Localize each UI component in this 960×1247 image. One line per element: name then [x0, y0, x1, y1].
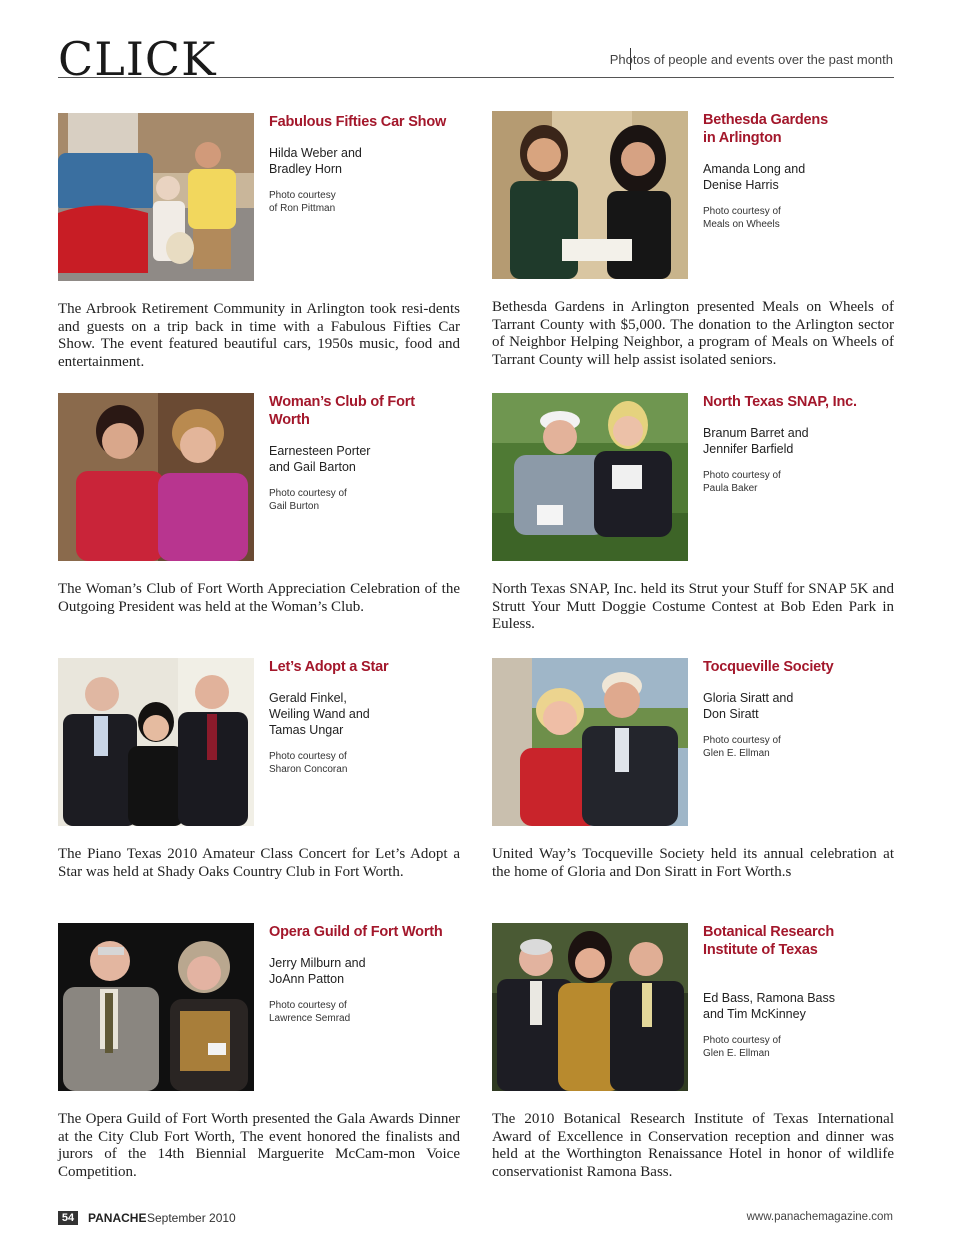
photo-credit: Photo courtesy of Meals on Wheels	[703, 206, 781, 230]
event-photo	[58, 923, 254, 1091]
event-photo	[492, 111, 688, 279]
entry-headline: Botanical Research Institute of Texas	[703, 924, 834, 958]
photo-tocqueville-society	[492, 658, 688, 826]
entry-headline: North Texas SNAP, Inc.	[703, 394, 857, 410]
entry-headline: Bethesda Gardens in Arlington	[703, 112, 828, 146]
magazine-url[interactable]: www.panachemagazine.com	[746, 1211, 893, 1223]
entry-caption: The Opera Guild of Fort Worth presented the Gala Awards Dinner at the City Club Fort Worth, The event honored the finalists and jurors of the 14th Biennial Marguerite McCam-mon Voice Competition.	[58, 1111, 460, 1180]
entry-names: Gloria Siratt and Don Siratt	[703, 691, 794, 721]
entry-caption: The 2010 Botanical Research Institute of Texas International Award of Excellence in Conservation reception and dinner was held at the Worthington Renaissance Hotel in honor of wildlife conservationist Ramona Bass.	[492, 1111, 894, 1180]
entry-caption: The Piano Texas 2010 Amateur Class Concert for Let’s Adopt a Star was held at Shady Oaks Country Club in Fort Worth.	[58, 846, 460, 880]
photo-opera-guild	[58, 923, 254, 1091]
event-photo	[492, 923, 688, 1091]
photo-womans-club	[58, 393, 254, 561]
photo-bethesda-gardens	[492, 111, 688, 279]
entry-headline: Woman’s Club of Fort Worth	[269, 394, 415, 428]
page-number: 54	[58, 1211, 78, 1225]
event-photo	[492, 658, 688, 826]
magazine-name: PANACHE	[88, 1211, 147, 1225]
event-photo	[492, 393, 688, 561]
event-photo	[58, 113, 254, 281]
photo-credit: Photo courtesy of Ron Pittman	[269, 190, 336, 214]
photo-lets-adopt-a-star	[58, 658, 254, 826]
entry-names: Jerry Milburn and JoAnn Patton	[269, 956, 366, 986]
issue-date: September 2010	[147, 1211, 236, 1225]
entry-caption: North Texas SNAP, Inc. held its Strut your Stuff for SNAP 5K and Strutt Your Mutt Doggie Costume Contest at Bob Eden Park in Euless.	[492, 581, 894, 632]
entry-headline: Opera Guild of Fort Worth	[269, 924, 443, 940]
entry-names: Amanda Long and Denise Harris	[703, 162, 806, 192]
entry-caption: The Arbrook Retirement Community in Arlington took resi-dents and guests on a trip back in time with a Fabulous Fifties Car Show. The event featured beautiful cars, 1950s music, food and entertainment.	[58, 301, 460, 370]
photo-credit: Photo courtesy of Gail Burton	[269, 488, 347, 512]
entry-headline: Tocqueville Society	[703, 659, 834, 675]
entry-names: Earnesteen Porter and Gail Barton	[269, 444, 371, 474]
photo-car-show	[58, 113, 254, 281]
entry-caption: United Way’s Tocqueville Society held its annual celebration at the home of Gloria and Don Siratt in Fort Worth.s	[492, 846, 894, 880]
event-photo	[58, 658, 254, 826]
section-title: CLICK	[58, 32, 217, 86]
event-photo	[58, 393, 254, 561]
photo-credit: Photo courtesy of Lawrence Semrad	[269, 1000, 351, 1024]
photo-credit: Photo courtesy of Glen E. Ellman	[703, 1035, 781, 1059]
entry-headline: Fabulous Fifties Car Show	[269, 114, 447, 130]
photo-north-texas-snap	[492, 393, 688, 561]
entry-caption: The Woman’s Club of Fort Worth Appreciation Celebration of the Outgoing President was held at the Woman’s Club.	[58, 581, 460, 615]
entry-names: Branum Barret and Jennifer Barfield	[703, 426, 809, 456]
photo-botanical-research-institute	[492, 923, 688, 1091]
entry-names: Ed Bass, Ramona Bass and Tim McKinney	[703, 991, 836, 1021]
entry-caption: Bethesda Gardens in Arlington presented Meals on Wheels of Tarrant County with $5,000. The donation to the Arlington sector of Neighbor Helping Neighbor, a program of Meals on Wheels of Tarrant County will help assist isolated seniors.	[492, 299, 894, 368]
photo-credit: Photo courtesy of Glen E. Ellman	[703, 735, 781, 759]
entry-headline: Let’s Adopt a Star	[269, 659, 389, 675]
entry-names: Gerald Finkel, Weiling Wand and Tamas Ungar	[269, 691, 370, 737]
section-tagline: Photos of people and events over the past month	[609, 52, 893, 67]
masthead-rule	[58, 77, 894, 78]
photo-credit: Photo courtesy of Paula Baker	[703, 470, 781, 494]
entry-names: Hilda Weber and Bradley Horn	[269, 146, 362, 176]
photo-credit: Photo courtesy of Sharon Concoran	[269, 751, 348, 775]
